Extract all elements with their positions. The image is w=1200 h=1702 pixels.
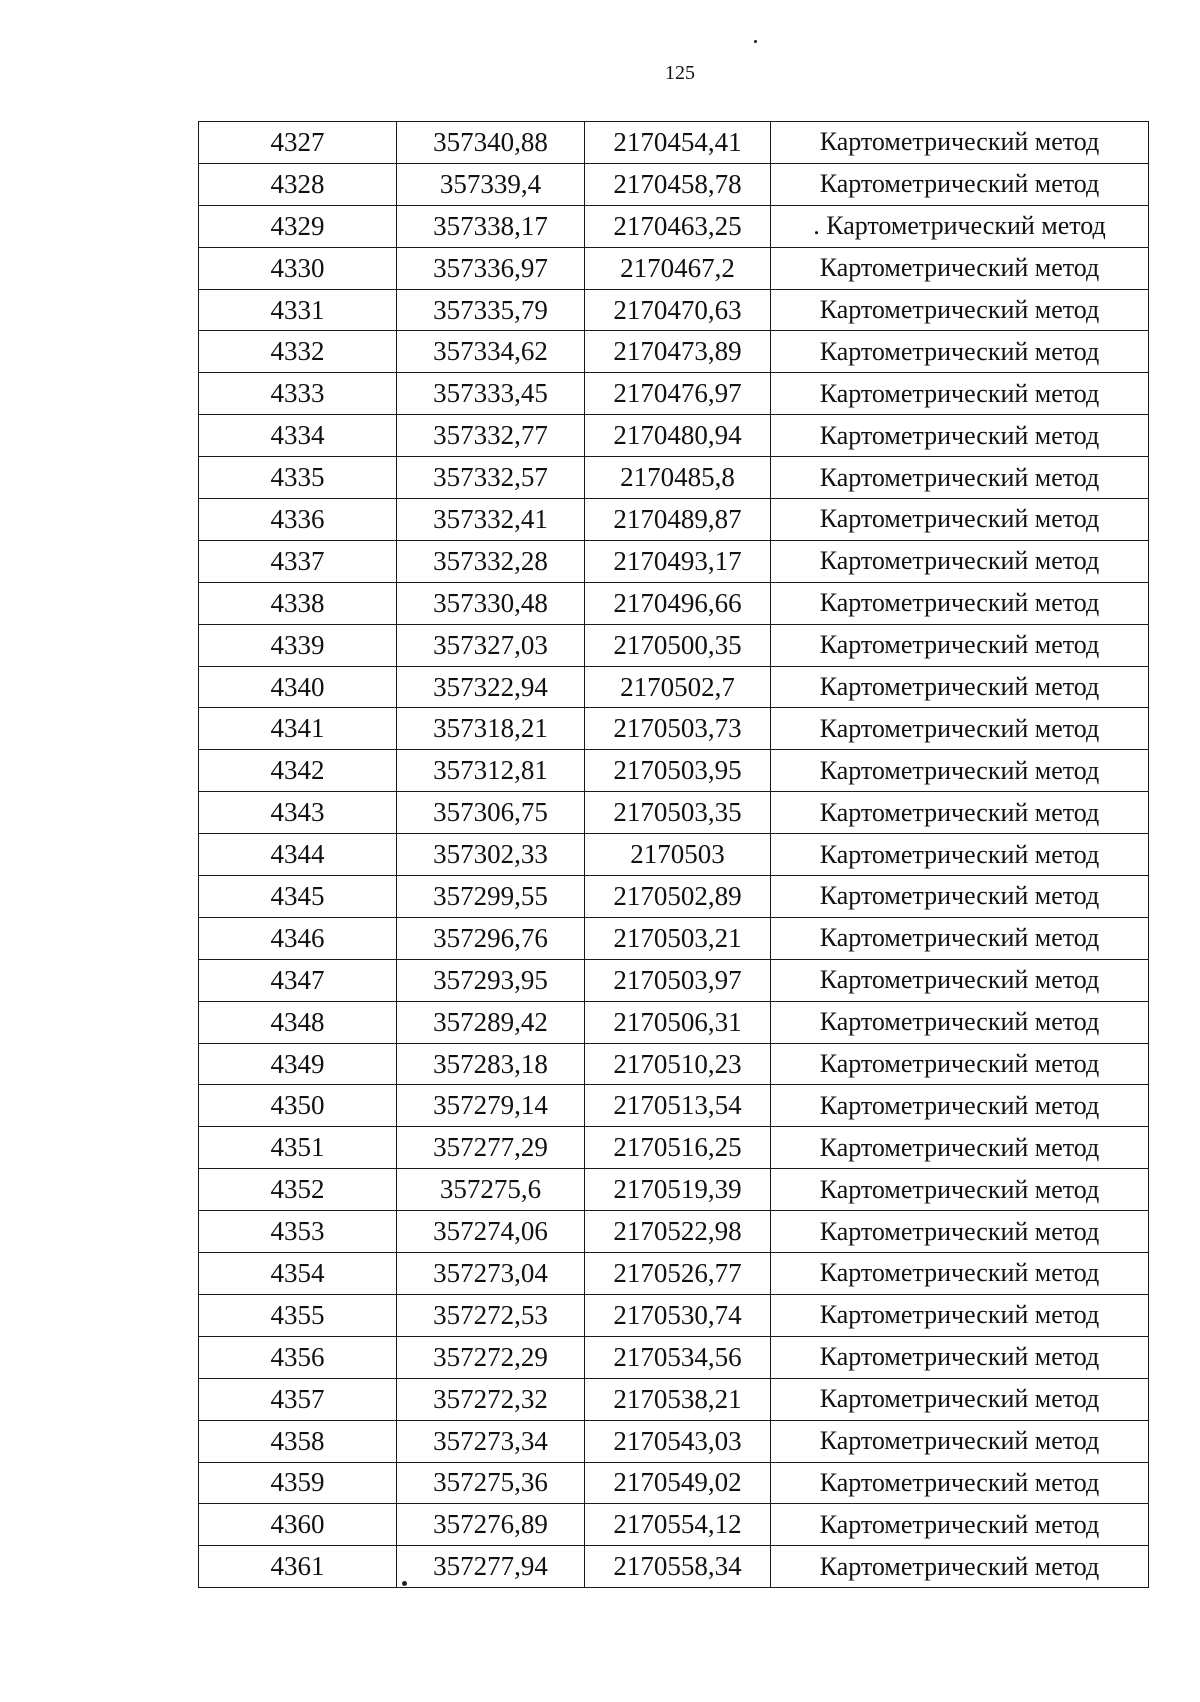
method-cell: Картометрический метод [771, 1294, 1149, 1336]
point-number-cell: 4336 [199, 499, 397, 541]
scan-speck [754, 40, 757, 43]
point-number-cell: 4327 [199, 122, 397, 164]
table-row [199, 1043, 1149, 1085]
method-cell: Картометрический метод [771, 415, 1149, 457]
method-cell: Картометрический метод [771, 834, 1149, 876]
x-coordinate-cell: 357275,36 [397, 1462, 585, 1504]
x-coordinate-cell: 357322,94 [397, 666, 585, 708]
x-coordinate-cell: 357275,6 [397, 1169, 585, 1211]
point-number-cell: 4356 [199, 1336, 397, 1378]
point-number-cell: 4344 [199, 834, 397, 876]
method-cell: Картометрический метод [771, 1462, 1149, 1504]
method-cell: Картометрический метод [771, 499, 1149, 541]
x-coordinate-cell: 357339,4 [397, 163, 585, 205]
method-cell: Картометрический метод [771, 1420, 1149, 1462]
y-coordinate-cell: 2170473,89 [585, 331, 771, 373]
x-coordinate-cell: 357332,41 [397, 499, 585, 541]
coordinates-table [198, 121, 1149, 1588]
y-coordinate-cell: 2170503,35 [585, 792, 771, 834]
table-row [199, 750, 1149, 792]
point-number-cell: 4355 [199, 1294, 397, 1336]
method-cell: Картометрический метод [771, 1253, 1149, 1295]
method-cell: Картометрический метод [771, 457, 1149, 499]
table-row [199, 457, 1149, 499]
point-number-cell: 4335 [199, 457, 397, 499]
method-cell: Картометрический метод [771, 1043, 1149, 1085]
x-coordinate-cell: 357340,88 [397, 122, 585, 164]
point-number-cell: 4346 [199, 917, 397, 959]
x-coordinate-cell: 357332,57 [397, 457, 585, 499]
table-row [199, 1085, 1149, 1127]
method-cell: Картометрический метод [771, 1336, 1149, 1378]
point-number-cell: 4331 [199, 289, 397, 331]
point-number-cell: 4337 [199, 540, 397, 582]
y-coordinate-cell: 2170502,7 [585, 666, 771, 708]
point-number-cell: 4334 [199, 415, 397, 457]
method-cell: Картометрический метод [771, 708, 1149, 750]
x-coordinate-cell: 357312,81 [397, 750, 585, 792]
x-coordinate-cell: 357272,53 [397, 1294, 585, 1336]
method-cell: Картометрический метод [771, 959, 1149, 1001]
x-coordinate-cell: 357296,76 [397, 917, 585, 959]
table-row [199, 415, 1149, 457]
table-row [199, 373, 1149, 415]
y-coordinate-cell: 2170476,97 [585, 373, 771, 415]
y-coordinate-cell: 2170503,73 [585, 708, 771, 750]
y-coordinate-cell: 2170485,8 [585, 457, 771, 499]
y-coordinate-cell: 2170467,2 [585, 247, 771, 289]
point-number-cell: 4329 [199, 205, 397, 247]
method-cell: Картометрический метод [771, 289, 1149, 331]
x-coordinate-cell: 357318,21 [397, 708, 585, 750]
table-row [199, 708, 1149, 750]
method-cell: Картометрический метод [771, 1169, 1149, 1211]
y-coordinate-cell: 2170558,34 [585, 1546, 771, 1588]
table-row [199, 247, 1149, 289]
table-row [199, 624, 1149, 666]
point-number-cell: 4330 [199, 247, 397, 289]
y-coordinate-cell: 2170463,25 [585, 205, 771, 247]
method-cell: Картометрический метод [771, 1378, 1149, 1420]
point-number-cell: 4348 [199, 1001, 397, 1043]
table-row [199, 1462, 1149, 1504]
method-cell: Картометрический метод [771, 666, 1149, 708]
table-row [199, 122, 1149, 164]
table-row [199, 582, 1149, 624]
x-coordinate-cell: 357333,45 [397, 373, 585, 415]
y-coordinate-cell: 2170530,74 [585, 1294, 771, 1336]
point-number-cell: 4340 [199, 666, 397, 708]
point-number-cell: 4360 [199, 1504, 397, 1546]
point-number-cell: 4345 [199, 876, 397, 918]
point-number-cell: 4342 [199, 750, 397, 792]
y-coordinate-cell: 2170554,12 [585, 1504, 771, 1546]
table-row [199, 499, 1149, 541]
y-coordinate-cell: 2170516,25 [585, 1127, 771, 1169]
y-coordinate-cell: 2170502,89 [585, 876, 771, 918]
x-coordinate-cell: 357299,55 [397, 876, 585, 918]
point-number-cell: 4350 [199, 1085, 397, 1127]
y-coordinate-cell: 2170526,77 [585, 1253, 771, 1295]
point-number-cell: 4343 [199, 792, 397, 834]
x-coordinate-cell: 357273,34 [397, 1420, 585, 1462]
y-coordinate-cell: 2170470,63 [585, 289, 771, 331]
y-coordinate-cell: 2170503,97 [585, 959, 771, 1001]
y-coordinate-cell: 2170493,17 [585, 540, 771, 582]
x-coordinate-cell: 357330,48 [397, 582, 585, 624]
method-cell: Картометрический метод [771, 917, 1149, 959]
table-row [199, 959, 1149, 1001]
x-coordinate-cell: 357279,14 [397, 1085, 585, 1127]
method-cell: Картометрический метод [771, 792, 1149, 834]
table-row [199, 1127, 1149, 1169]
point-number-cell: 4361 [199, 1546, 397, 1588]
y-coordinate-cell: 2170496,66 [585, 582, 771, 624]
table-row [199, 834, 1149, 876]
x-coordinate-cell: 357276,89 [397, 1504, 585, 1546]
y-coordinate-cell: 2170506,31 [585, 1001, 771, 1043]
y-coordinate-cell: 2170458,78 [585, 163, 771, 205]
x-coordinate-cell: 357332,28 [397, 540, 585, 582]
y-coordinate-cell: 2170503,21 [585, 917, 771, 959]
y-coordinate-cell: 2170480,94 [585, 415, 771, 457]
method-cell: Картометрический метод [771, 1211, 1149, 1253]
y-coordinate-cell: 2170454,41 [585, 122, 771, 164]
x-coordinate-cell: 357293,95 [397, 959, 585, 1001]
table-row [199, 1504, 1149, 1546]
table-row [199, 1546, 1149, 1588]
method-cell: Картометрический метод [771, 1546, 1149, 1588]
table-row [199, 1211, 1149, 1253]
y-coordinate-cell: 2170489,87 [585, 499, 771, 541]
x-coordinate-cell: 357327,03 [397, 624, 585, 666]
method-cell: Картометрический метод [771, 122, 1149, 164]
y-coordinate-cell: 2170510,23 [585, 1043, 771, 1085]
table-row [199, 1378, 1149, 1420]
x-coordinate-cell: 357274,06 [397, 1211, 585, 1253]
method-cell: Картометрический метод [771, 373, 1149, 415]
point-number-cell: 4341 [199, 708, 397, 750]
point-number-cell: 4352 [199, 1169, 397, 1211]
y-coordinate-cell: 2170549,02 [585, 1462, 771, 1504]
point-number-cell: 4357 [199, 1378, 397, 1420]
page-number: 125 [665, 62, 695, 84]
method-cell: Картометрический метод [771, 876, 1149, 918]
table-row [199, 1169, 1149, 1211]
x-coordinate-cell: 357277,94 [397, 1546, 585, 1588]
point-number-cell: 4328 [199, 163, 397, 205]
point-number-cell: 4358 [199, 1420, 397, 1462]
method-cell: Картометрический метод [771, 1085, 1149, 1127]
x-coordinate-cell: 357334,62 [397, 331, 585, 373]
method-cell: . Картометрический метод [771, 205, 1149, 247]
point-number-cell: 4347 [199, 959, 397, 1001]
point-number-cell: 4339 [199, 624, 397, 666]
method-cell: Картометрический метод [771, 163, 1149, 205]
x-coordinate-cell: 357332,77 [397, 415, 585, 457]
method-cell: Картометрический метод [771, 1504, 1149, 1546]
table-row [199, 540, 1149, 582]
y-coordinate-cell: 2170522,98 [585, 1211, 771, 1253]
x-coordinate-cell: 357335,79 [397, 289, 585, 331]
x-coordinate-cell: 357272,29 [397, 1336, 585, 1378]
table-row [199, 331, 1149, 373]
x-coordinate-cell: 357289,42 [397, 1001, 585, 1043]
y-coordinate-cell: 2170513,54 [585, 1085, 771, 1127]
x-coordinate-cell: 357338,17 [397, 205, 585, 247]
y-coordinate-cell: 2170503 [585, 834, 771, 876]
table-row [199, 1336, 1149, 1378]
point-number-cell: 4353 [199, 1211, 397, 1253]
method-cell: Картометрический метод [771, 1001, 1149, 1043]
table-row [199, 876, 1149, 918]
x-coordinate-cell: 357272,32 [397, 1378, 585, 1420]
point-number-cell: 4349 [199, 1043, 397, 1085]
table-row [199, 1001, 1149, 1043]
table-row [199, 289, 1149, 331]
method-cell: Картометрический метод [771, 331, 1149, 373]
point-number-cell: 4333 [199, 373, 397, 415]
x-coordinate-cell: 357302,33 [397, 834, 585, 876]
method-cell: Картометрический метод [771, 247, 1149, 289]
table-row [199, 163, 1149, 205]
table-row [199, 917, 1149, 959]
point-number-cell: 4359 [199, 1462, 397, 1504]
table-row [199, 205, 1149, 247]
method-cell: Картометрический метод [771, 582, 1149, 624]
coordinates-table-body [199, 122, 1149, 1588]
method-cell: Картометрический метод [771, 750, 1149, 792]
x-coordinate-cell: 357277,29 [397, 1127, 585, 1169]
table-row [199, 1253, 1149, 1295]
point-number-cell: 4354 [199, 1253, 397, 1295]
method-cell: Картометрический метод [771, 1127, 1149, 1169]
point-number-cell: 4351 [199, 1127, 397, 1169]
point-number-cell: 4338 [199, 582, 397, 624]
y-coordinate-cell: 2170534,56 [585, 1336, 771, 1378]
y-coordinate-cell: 2170543,03 [585, 1420, 771, 1462]
y-coordinate-cell: 2170519,39 [585, 1169, 771, 1211]
x-coordinate-cell: 357306,75 [397, 792, 585, 834]
table-row [199, 1294, 1149, 1336]
table-row [199, 792, 1149, 834]
x-coordinate-cell: 357336,97 [397, 247, 585, 289]
x-coordinate-cell: 357283,18 [397, 1043, 585, 1085]
y-coordinate-cell: 2170538,21 [585, 1378, 771, 1420]
y-coordinate-cell: 2170503,95 [585, 750, 771, 792]
table-row [199, 666, 1149, 708]
x-coordinate-cell: 357273,04 [397, 1253, 585, 1295]
y-coordinate-cell: 2170500,35 [585, 624, 771, 666]
point-number-cell: 4332 [199, 331, 397, 373]
method-cell: Картометрический метод [771, 540, 1149, 582]
table-row [199, 1420, 1149, 1462]
method-cell: Картометрический метод [771, 624, 1149, 666]
